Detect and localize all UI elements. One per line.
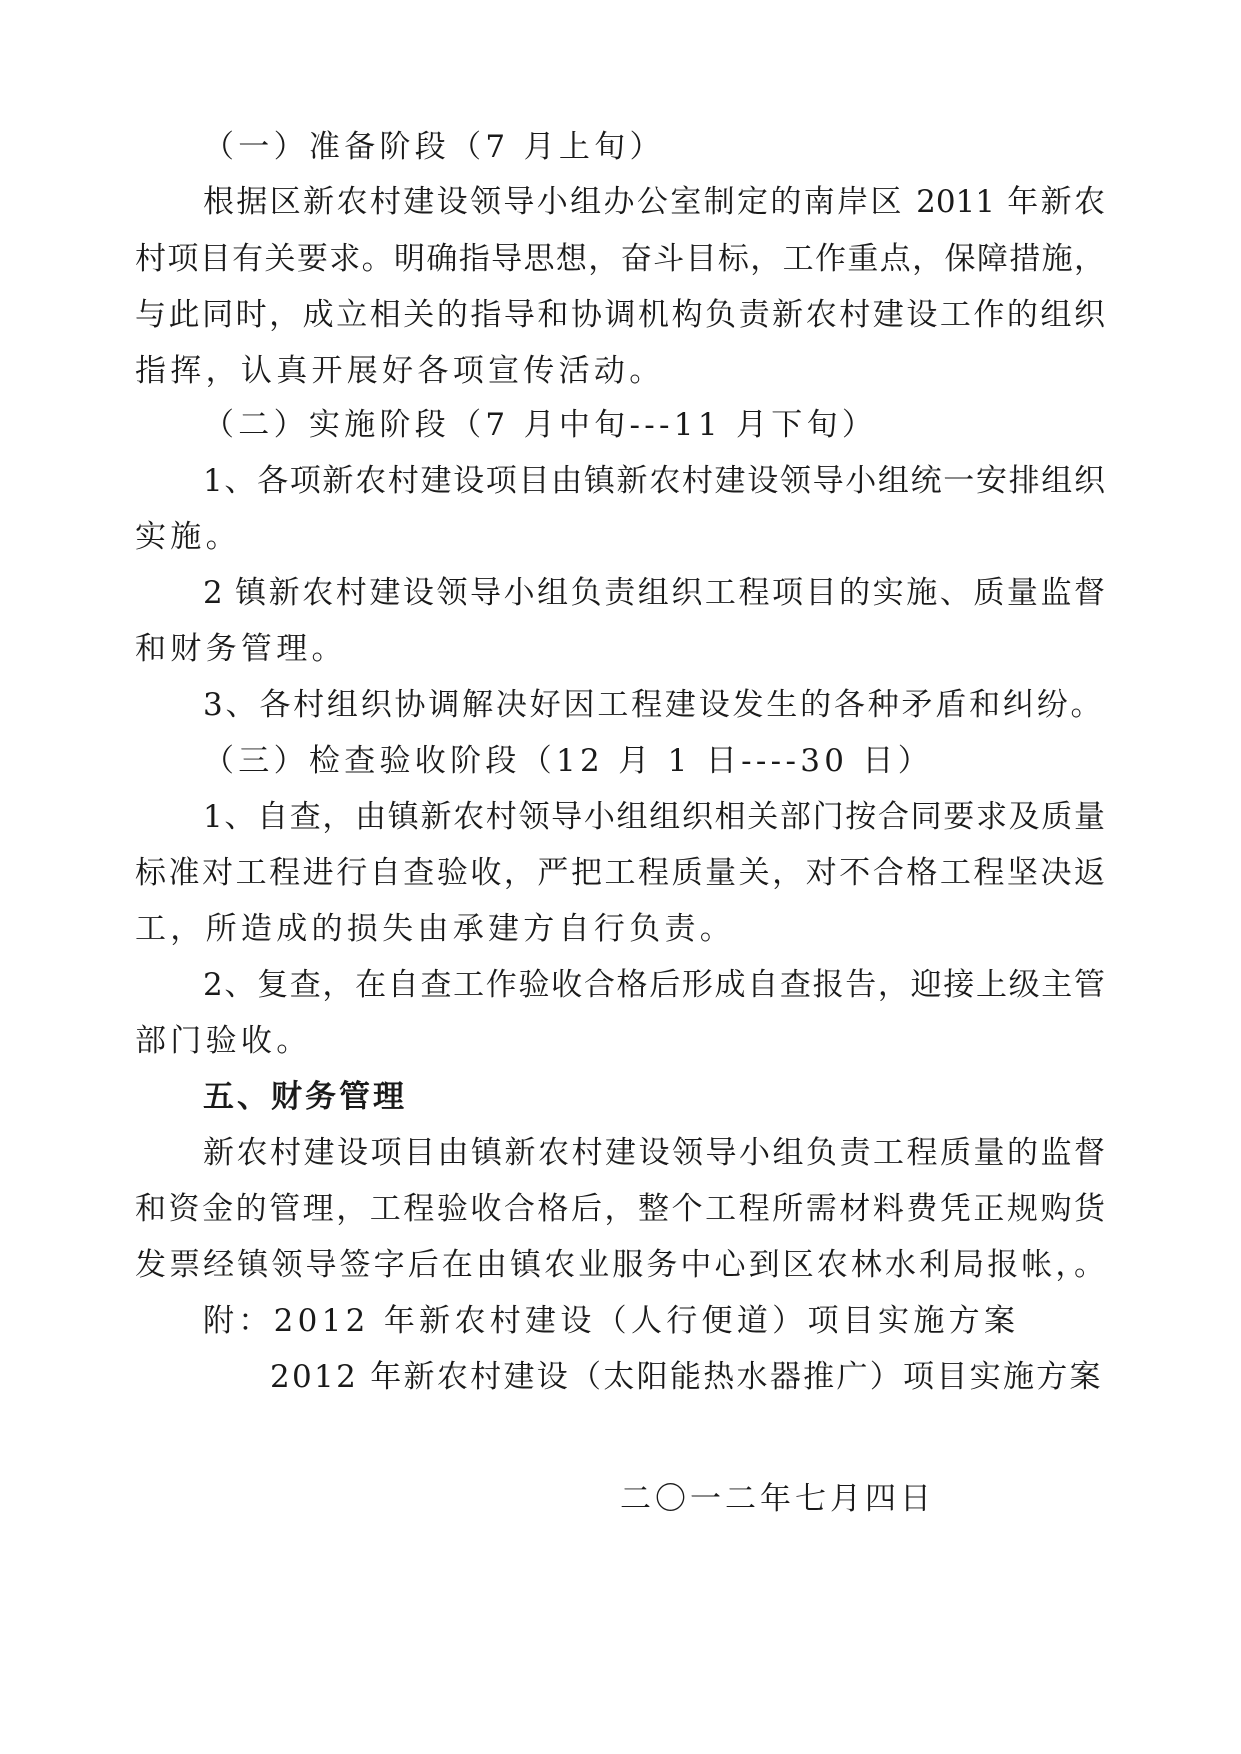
paragraph-line: 与此同时，成立相关的指导和协调机构负责新农村建设工作的组织 [135,297,1105,333]
paragraph-line: 和资金的管理，工程验收合格后，整个工程所需材料费凭正规购货 [135,1191,1105,1227]
attachment-line: 2012 年新农村建设（太阳能热水器推广）项目实施方案 [270,1359,1103,1395]
paragraph-line: 村项目有关要求。明确指导思想，奋斗目标，工作重点，保障措施， [135,241,1105,277]
paragraph-line: 部门验收。 [135,1023,312,1059]
paragraph-line: 3、各村组织协调解决好因工程建设发生的各种矛盾和纠纷。 [203,687,1105,723]
paragraph-line: 指挥，认真开展好各项宣传活动。 [135,353,665,389]
paragraph-line: 工，所造成的损失由承建方自行负责。 [135,911,736,947]
paragraph-line: 新农村建设项目由镇新农村建设领导小组负责工程质量的监督 [203,1135,1105,1171]
paragraph-line: 2 镇新农村建设领导小组负责组织工程项目的实施、质量监督 [203,575,1105,611]
paragraph-line: 1、自查，由镇新农村领导小组组织相关部门按合同要求及质量 [203,799,1105,835]
section-heading-inspection: （三）检查验收阶段（12 月 1 日----30 日） [203,743,934,779]
paragraph-line: 实施。 [135,519,241,555]
section-heading-preparation: （一）准备阶段（7 月上旬） [203,129,665,165]
paragraph-line: 和财务管理。 [135,631,347,667]
paragraph-line: 根据区新农村建设领导小组办公室制定的南岸区 2011 年新农 [203,184,1105,220]
section-heading-finance: 五、财务管理 [203,1079,407,1115]
attachment-line: 附：2012 年新农村建设（人行便道）项目实施方案 [203,1303,1020,1339]
paragraph-line: 2、复查，在自查工作验收合格后形成自查报告，迎接上级主管 [203,967,1105,1003]
paragraph-line: 标准对工程进行自查验收，严把工程质量关，对不合格工程坚决返 [135,855,1105,891]
section-heading-implementation: （二）实施阶段（7 月中旬---11 月下旬） [203,407,878,443]
paragraph-line: 发票经镇领导签字后在由镇农业服务中心到区农林水利局报帐，。 [135,1247,1105,1283]
document-date: 二〇一二年七月四日 [620,1481,935,1517]
paragraph-line: 1、各项新农村建设项目由镇新农村建设领导小组统一安排组织 [203,463,1105,499]
